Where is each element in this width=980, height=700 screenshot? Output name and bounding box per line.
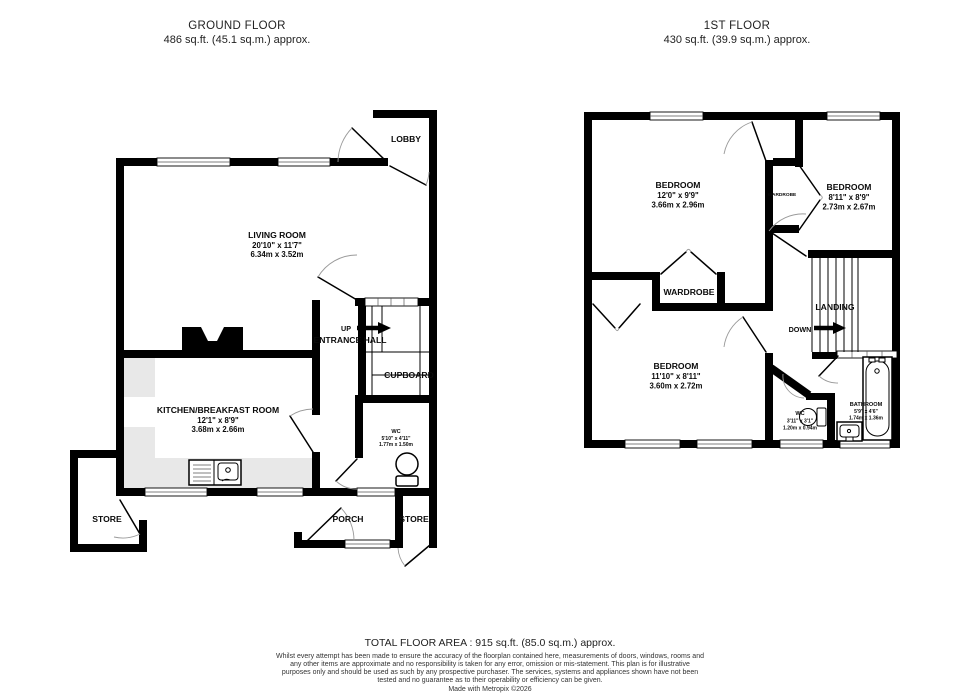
entrance-hall-door <box>318 255 357 300</box>
bedroom3-window <box>697 440 752 448</box>
up-label: UP <box>341 324 351 333</box>
living-room-window <box>157 158 230 166</box>
down-label: DOWN <box>788 325 812 334</box>
wc-window <box>357 488 395 496</box>
ground-stairs <box>366 306 429 398</box>
ground-doors <box>114 128 430 566</box>
ground-floor-plan <box>70 110 437 566</box>
bedroom1-window <box>650 112 703 120</box>
bedroom2-window <box>827 112 880 120</box>
store-left-label: STORE <box>92 514 122 524</box>
wc-label: WC <box>391 429 401 435</box>
cupboard-label: CUPBOARD <box>384 370 434 380</box>
ground-floor-area-text: 486 sq.ft. (45.1 sq.m.) approx. <box>163 34 311 46</box>
first-floor-title-text: 1ST FLOOR <box>703 20 771 32</box>
toilet-icon <box>396 453 418 486</box>
wc-dims-metric: 1.77m x 1.50m <box>379 442 413 448</box>
living-room-dims-imperial: 20'10" x 11'7" <box>252 241 302 250</box>
wardrobe-doors-bedroom3 <box>593 304 640 331</box>
kitchen-door <box>290 409 313 452</box>
disclaimer-text: Whilst every attempt has been made to ensure the accuracy of the floorplan contained here, measurements of doors, windows, rooms and any other items are approximate and no responsibility is taken for any error, omission or mis-statement. This plan is for illustrative purposes only and should be used as such by any prospective purchaser. The services, systems and appliances shown have not been tested and no guarantee as to their operability or efficiency can be given. <box>275 653 704 684</box>
store-right-door <box>398 545 430 566</box>
bedroom3-dims-metric: 3.60m x 2.72m <box>649 381 703 391</box>
store-right-label: STORE <box>399 514 429 524</box>
bedroom1-label: BEDROOM <box>655 180 701 190</box>
bedroom3-door <box>724 317 766 352</box>
porch-door <box>307 508 354 541</box>
bedroom2-door <box>769 214 806 256</box>
kitchen-sink-icon <box>189 460 241 485</box>
bedroom1-dims-metric: 3.66m x 2.96m <box>651 200 705 210</box>
living-room-label: LIVING ROOM <box>248 230 306 240</box>
porch-label: PORCH <box>332 514 364 524</box>
lobby-door <box>390 166 429 185</box>
kitchen-window <box>145 488 207 496</box>
bathroom-sink-icon <box>837 422 862 441</box>
bedroom2-label: BEDROOM <box>826 182 872 192</box>
lobby-label: LOBBY <box>390 134 422 144</box>
first-walls <box>584 112 900 448</box>
kitchen-label: KITCHEN/BREAKFAST ROOM <box>156 405 280 415</box>
living-room-dims-metric: 6.34m x 3.52m <box>250 250 304 259</box>
wardrobe-doors-bedroom2 <box>799 165 822 230</box>
kitchen-dims-metric: 3.68m x 2.66m <box>191 425 245 434</box>
stairs-screen <box>365 298 418 306</box>
kitchen-dims-imperial: 12'1" x 8'9" <box>197 416 239 425</box>
kitchen-window <box>257 488 303 496</box>
down-arrow-icon <box>814 322 846 334</box>
credit-text: Made with Metropix ©2026 <box>448 685 532 693</box>
wardrobe-doors-bedroom1 <box>661 249 716 274</box>
total-floor-area: TOTAL FLOOR AREA : 915 sq.ft. (85.0 sq.m.) approx. <box>364 637 616 649</box>
fireplace <box>182 327 243 357</box>
entrance-hall-label: ENTRANCE HALL <box>313 335 387 345</box>
bathtub-icon <box>863 357 892 440</box>
landing-label: LANDING <box>815 302 855 312</box>
bedroom3-label: BEDROOM <box>653 361 699 371</box>
first-floor-plan <box>584 112 900 448</box>
wardrobe-small-label: WARDROBE <box>767 193 797 198</box>
bedroom1-door <box>724 122 766 161</box>
bedroom2-dims-imperial: 8'11" x 8'9" <box>828 193 870 202</box>
wc-window <box>780 440 823 448</box>
bedroom1-dims-imperial: 12'0" x 9'9" <box>657 191 699 200</box>
wc-dims-metric: 1.20m x 0.94m <box>783 425 817 432</box>
wc-dims-imperial: 3'11" x 3'1" <box>786 418 814 425</box>
wc-door <box>336 459 357 489</box>
wardrobe-center-label: WARDROBE <box>663 287 715 297</box>
bedroom2-dims-metric: 2.73m x 2.67m <box>822 202 876 212</box>
living-room-window <box>278 158 330 166</box>
footer <box>0 637 980 693</box>
bathroom-door <box>819 356 838 383</box>
bathroom-dims-imperial: 5'9" x 4'6" <box>854 409 878 415</box>
bedroom3-window <box>625 440 680 448</box>
bathroom-dims-metric: 1.74m x 1.36m <box>849 415 883 422</box>
wc-label: WC <box>795 411 805 417</box>
porch-window <box>345 540 390 548</box>
first-floor-area-text: 430 sq.ft. (39.9 sq.m.) approx. <box>663 34 811 46</box>
bathroom-label: BATHROOM <box>849 402 883 408</box>
first-windows <box>625 112 897 448</box>
wc-dims-imperial: 5'10" x 4'11" <box>381 436 411 442</box>
bedroom3-dims-imperial: 11'10" x 8'11" <box>651 372 701 381</box>
ground-floor-title-text: GROUND FLOOR <box>188 20 286 32</box>
front-door <box>338 128 387 162</box>
